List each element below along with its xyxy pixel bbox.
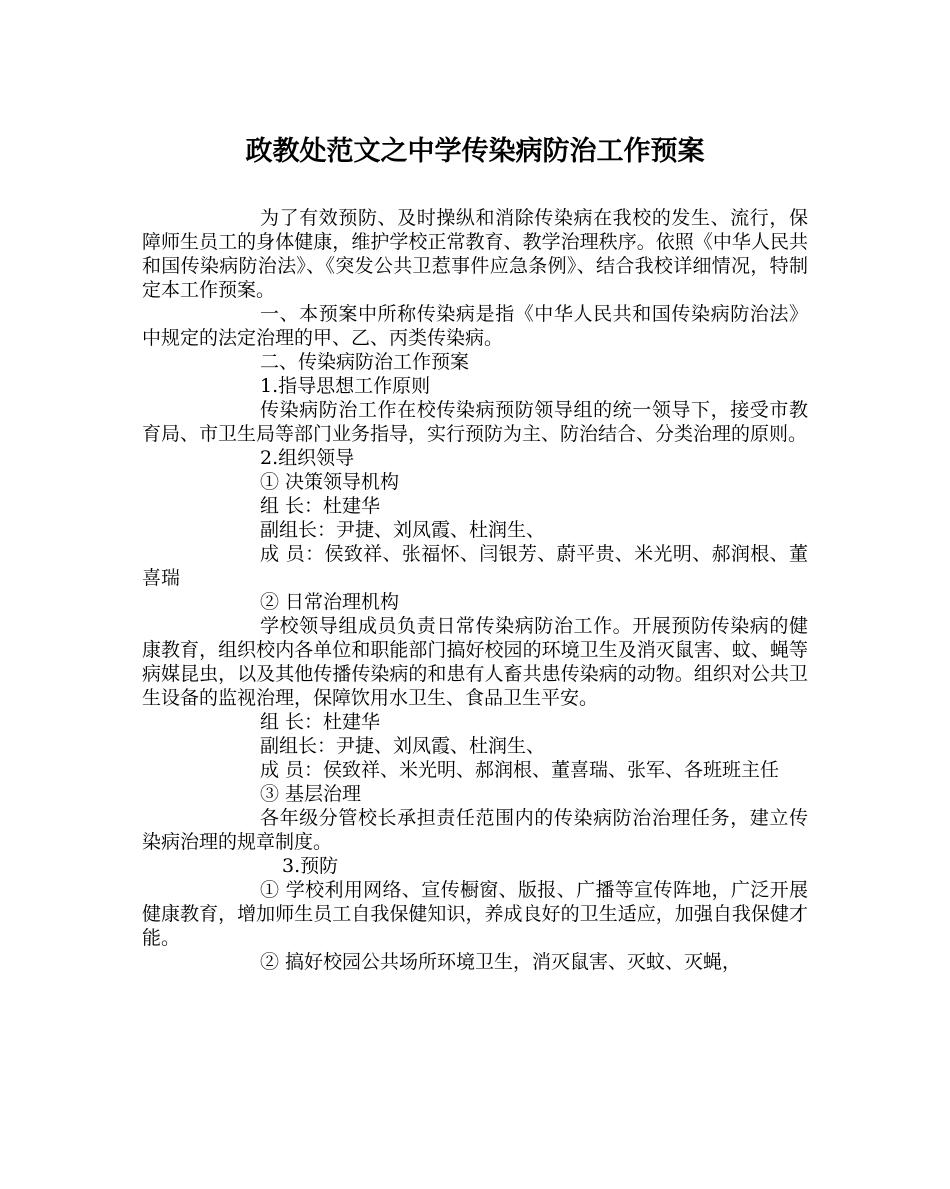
line-members-2: 成 员：侯致祥、米光明、郝润根、董喜瑞、张军、各班班主任: [260, 759, 780, 781]
document-body: [142, 206, 808, 974]
line-members: 成 员：侯致祥、张福怀、闫银芳、蔚平贵、米光明、郝润根、董喜瑞: [142, 543, 808, 589]
paragraph-daily-management: 学校领导组成员负责日常传染病防治工作。开展预防传染病的健康教育，组织校内各单位和职能部门搞好校园的环境卫生及消灭鼠害、蚊、蝇等病媒昆虫，以及其他传播传染病的和患有人畜共患传染病的动物。组织对公共卫生设备的监视治理，保障饮用水卫生、食品卫生平安。: [142, 615, 808, 709]
heading-organization: 2.组织领导: [260, 447, 355, 469]
paragraph-section-1: 一、本预案中所称传染病是指《中华人民共和国传染病防治法》中规定的法定治理的甲、乙、丙类传染病。: [142, 303, 808, 349]
line-leader-2: 组 长：杜建华: [260, 711, 381, 733]
document-title: 政教处范文之中学传染病防治工作预案: [245, 136, 705, 167]
line-deputy-leader: 副组长：尹捷、刘凤霞、杜润生、: [260, 519, 546, 541]
paragraph-guiding-principle: 传染病防治工作在校传染病预防领导组的统一领导下，接受市教育局、市卫生局等部门业务指导，实行预防为主、防治结合、分类治理的原则。: [142, 399, 808, 445]
paragraph-grassroots: 各年级分管校长承担责任范围内的传染病防治治理任务，建立传染病治理的规章制度。: [142, 807, 808, 853]
paragraph-prevention-1: ① 学校利用网络、宣传橱窗、版报、广播等宣传阵地，广泛开展健康教育，增加师生员工自我保健知识，养成良好的卫生适应，加强自我保健才能。: [142, 879, 808, 949]
heading-daily-management: ② 日常治理机构: [260, 591, 400, 613]
heading-decision-body: ① 决策领导机构: [260, 471, 400, 493]
line-leader: 组 长：杜建华: [260, 495, 381, 517]
paragraph-intro: 为了有效预防、及时操纵和消除传染病在我校的发生、流行，保障师生员工的身体健康，维护学校正常教育、教学治理秩序。依照《中华人民共和国传染病防治法》、《突发公共卫惹事件应急条例》、结合我校详细情况，特制定本工作预案。: [142, 207, 808, 301]
heading-grassroots: ③ 基层治理: [260, 783, 362, 805]
line-deputy-leader-2: 副组长：尹捷、刘凤霞、杜润生、: [260, 735, 546, 757]
paragraph-prevention-2: ② 搞好校园公共场所环境卫生，消灭鼠害、灭蚊、灭蝇，: [260, 951, 742, 973]
heading-section-2: 二、传染病防治工作预案: [260, 351, 470, 373]
heading-prevention: 3.预防: [282, 855, 339, 877]
heading-guiding-principle: 1.指导思想工作原则: [260, 375, 431, 397]
